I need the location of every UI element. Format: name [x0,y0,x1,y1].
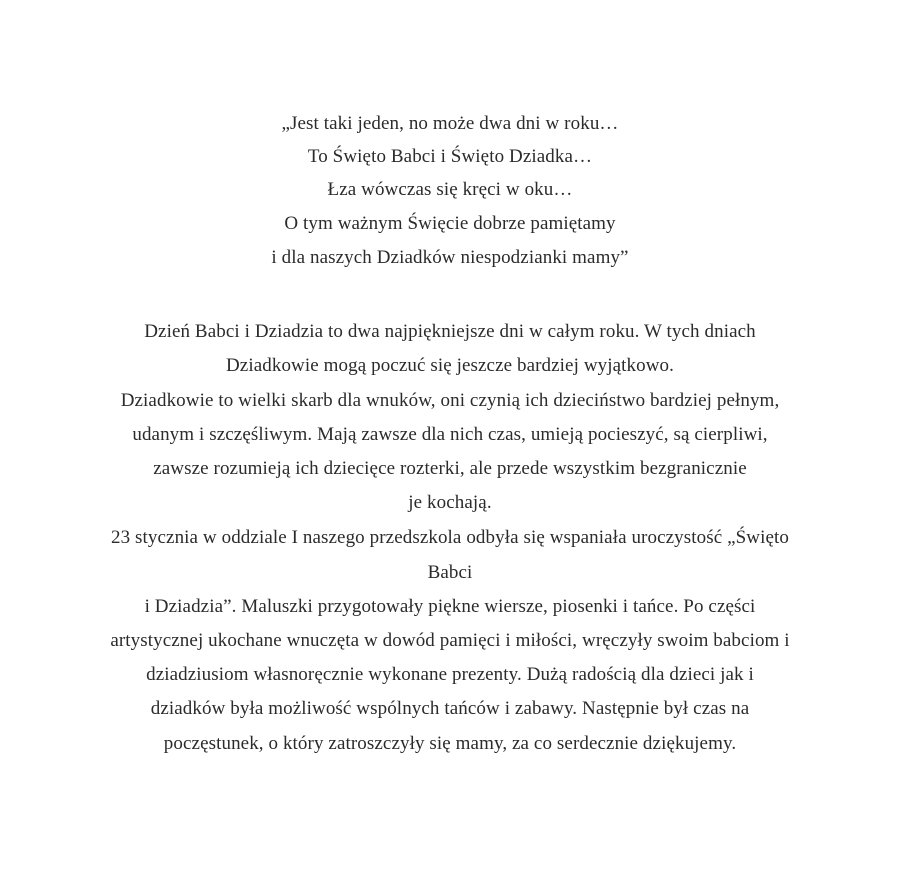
body-line: Babci [427,562,473,583]
body-line: zawsze rozumieją ich dziecięce rozterki, ale przede wszystkim bezgranicznie [153,458,747,479]
body-line: dziadków była możliwość wspólnych tańców i zabawy. Następnie był czas na [150,698,750,719]
body-line: Dzień Babci i Dziadzia to dwa najpiękniejsze dni w całym roku. W tych dniach [144,321,756,342]
body-line: udanym i szczęśliwym. Mają zawsze dla nich czas, umieją pocieszyć, są cierpliwi, [132,424,768,445]
poem-line: i dla naszych Dziadków niespodzianki mamy” [271,247,629,268]
poem-line: Łza wówczas się kręci w oku… [327,179,573,200]
body-line: Dziadkowie mogą poczuć się jeszcze bardziej wyjątkowo. [225,355,675,376]
body-line: dziadziusiom własnoręcznie wykonane prezenty. Dużą radością dla dzieci jak i [146,664,754,685]
poem-line: To Święto Babci i Święto Dziadka… [307,146,593,167]
body-line: artystycznej ukochane wnuczęta w dowód pamięci i miłości, wręczyły swoim babciom i [110,630,790,651]
body-line: 23 stycznia w oddziale I naszego przedszkola odbyła się wspaniała uroczystość „Święto [110,527,790,548]
poem-line: „Jest taki jeden, no może dwa dni w roku… [281,113,619,134]
body-line: i Dziadzia”. Maluszki przygotowały piękne wiersze, piosenki i tańce. Po części [144,596,756,617]
body-line: je kochają. [408,492,492,513]
body-line: Dziadkowie to wielki skarb dla wnuków, oni czynią ich dzieciństwo bardziej pełnym, [120,390,780,411]
poem-line: O tym ważnym Święcie dobrze pamiętamy [284,213,616,234]
body-line: poczęstunek, o który zatroszczyły się mamy, za co serdecznie dziękujemy. [163,733,737,754]
